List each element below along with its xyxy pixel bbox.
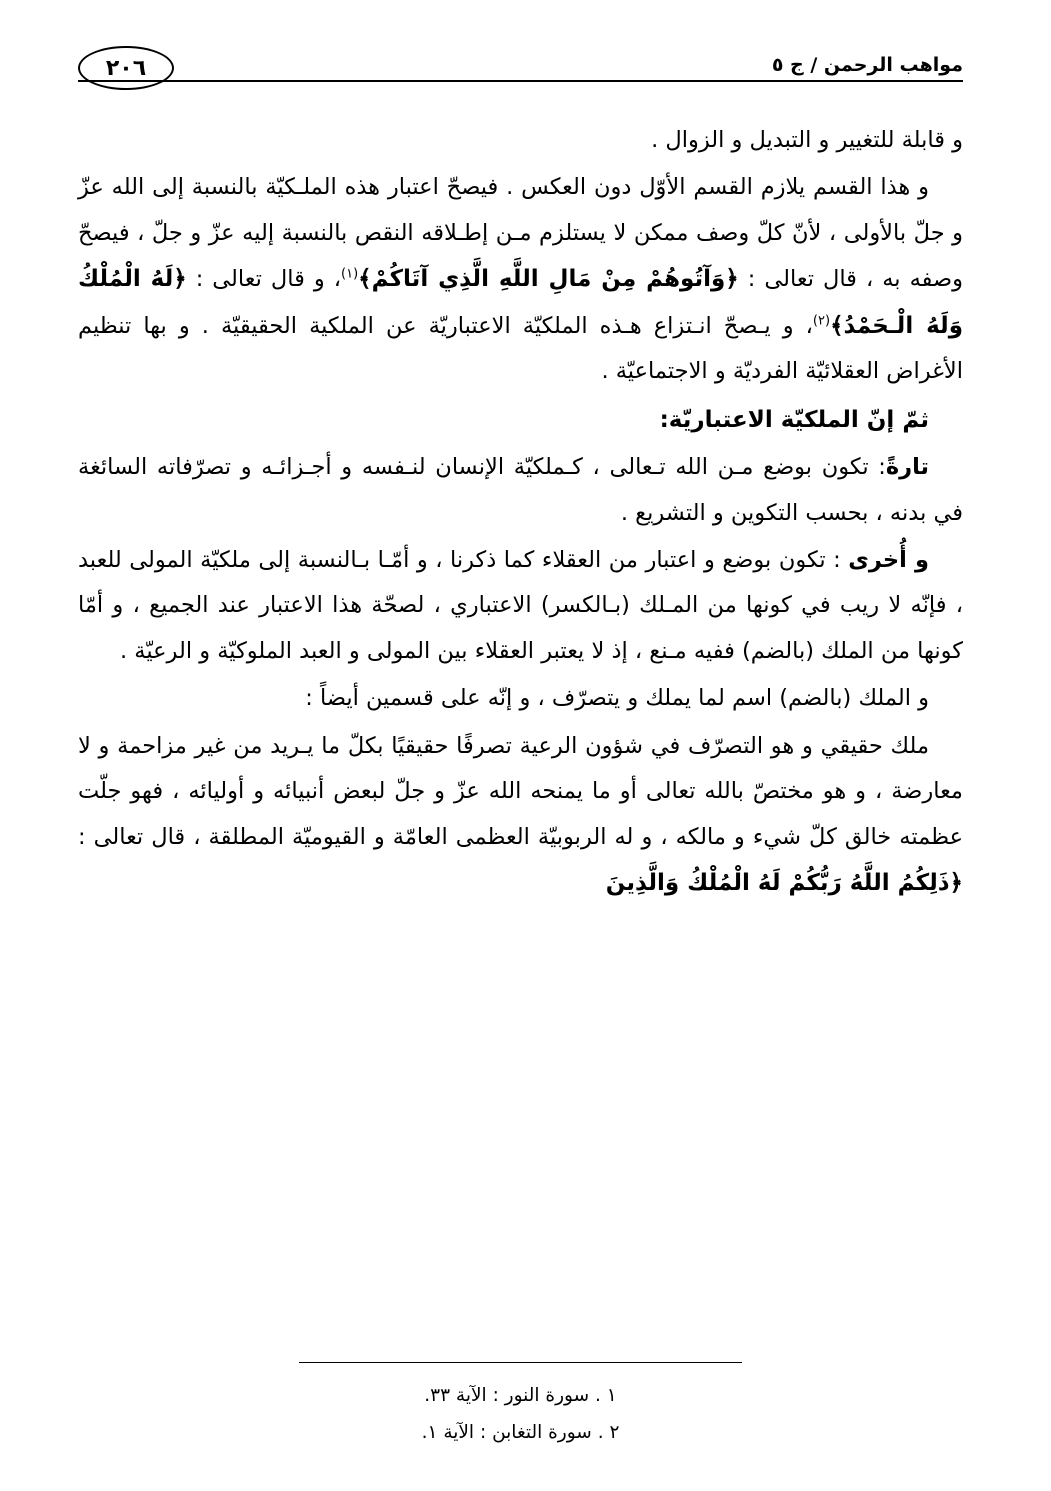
footnote-1-text: سورة النور : الآية ٣٣. — [424, 1385, 590, 1406]
footnote-2 — [78, 1414, 963, 1451]
paragraph-1: و قابلة للتغيير و التبديل و الزوال . — [651, 127, 963, 153]
page-number-badge — [78, 46, 174, 90]
paragraph-3-text: : تكون بوضع مـن الله تـعالى ، كـملكيّة الإنسان لنـفسه و أجـزائـه و تصرّفاته السائغة في بدنه ، بحسب التكوين و التشريع . — [78, 454, 963, 526]
footnote-1-marker: ١ . — [595, 1385, 617, 1406]
paragraph-3-lead: تارةً — [885, 454, 929, 481]
footnote-ref-2: (٢) — [812, 313, 831, 329]
paragraph-2-tail: ، و يـصحّ انـتزاع هـذه الملكيّة الاعتباريّة عن الملكية الحقيقيّة . و بها تنظيم الأغراض العقلائيّة الفرديّة و الاجتماعيّة . — [78, 312, 963, 385]
page-header — [78, 46, 963, 90]
quran-verse-1: ﴿وَآتُوهُمْ مِنْ مَالِ اللَّهِ الَّذِي آتَاكُمْ﴾ — [358, 266, 739, 293]
paragraph-2-mid: ، و قال تعالى : — [195, 266, 342, 293]
footnote-1 — [78, 1377, 963, 1414]
paragraph-6 — [78, 724, 963, 907]
footnote-2-marker: ٢ . — [597, 1422, 620, 1443]
paragraph-4 — [78, 538, 963, 674]
quran-verse-2: ﴿لَهُ الْمُلْكُ وَلَهُ الْـحَمْدُ﴾ — [78, 266, 963, 339]
paragraph-2 — [78, 165, 963, 394]
paragraph-3 — [78, 445, 963, 536]
page-number: ٢٠٦ — [105, 55, 147, 81]
section-subheading: ثمّ إنّ الملكيّة الاعتباريّة: — [659, 406, 929, 433]
paragraph-4-text: : تكون بوضع و اعتبار من العقلاء كما ذكرنا ، و أمّـا بـالنسبة إلى ملكيّة المولى للعبد ، فإنّه لا ريب في كونها من المـلك (بـالكسر) الاعتباري ، لصحّة هذا الاعتبار عند الجميع ، و أمّا كونها من الملك (بالضم) ففيه مـنع ، إذ لا يعتبر العقلاء بين المولى و العبد الملوكيّة و الرعيّة . — [78, 546, 963, 664]
footnote-divider — [299, 1362, 742, 1363]
paragraph-5: و الملك (بالضم) اسم لما يملك و يتصرّف ، و إنّه على قسمين أيضاً : — [305, 685, 929, 712]
main-text — [78, 118, 963, 1356]
footnote-2-text: سورة التغابن : الآية ١. — [421, 1422, 592, 1443]
paragraph-2-text: و هذا القسم يلازم القسم الأوّل دون العكس . فيصحّ اعتبار هذه الملـكيّة بالنسبة إلى الله عزّ و جلّ بالأولى ، لأنّ كلّ وصف ممكن لا يستلزم مـن إطـلاقه النقص بالنسبة إليه عزّ و جلّ ، فيصحّ وصفه به ، قال تعالى : — [78, 174, 963, 293]
header-divider — [78, 80, 963, 82]
footnotes-section — [78, 1356, 963, 1451]
book-title: مواهب الرحمن / ج ٥ — [771, 54, 963, 76]
paragraph-4-lead: و أُخرى — [848, 546, 929, 573]
footnote-ref-1: (١) — [341, 266, 359, 282]
quran-verse-3: ﴿ذَلِكُمُ اللَّهُ رَبُّكُمْ لَهُ الْمُلْكُ وَالَّذِينَ — [605, 870, 963, 897]
paragraph-6-text: ملك حقيقي و هو التصرّف في شؤون الرعية تصرفًا حقيقيًا بكلّ ما يـريد من غير مزاحمة و لا معارضة ، و هو مختصّ بالله تعالى أو ما يمنحه الله عزّ و جلّ لبعض أنبيائه و أوليائه ، فهو جلّت عظمته خالق كلّ شيء و مالكه ، و له الربوبيّة العظمى العامّة و القيوميّة المطلقة ، قال تعالى : — [78, 732, 963, 850]
